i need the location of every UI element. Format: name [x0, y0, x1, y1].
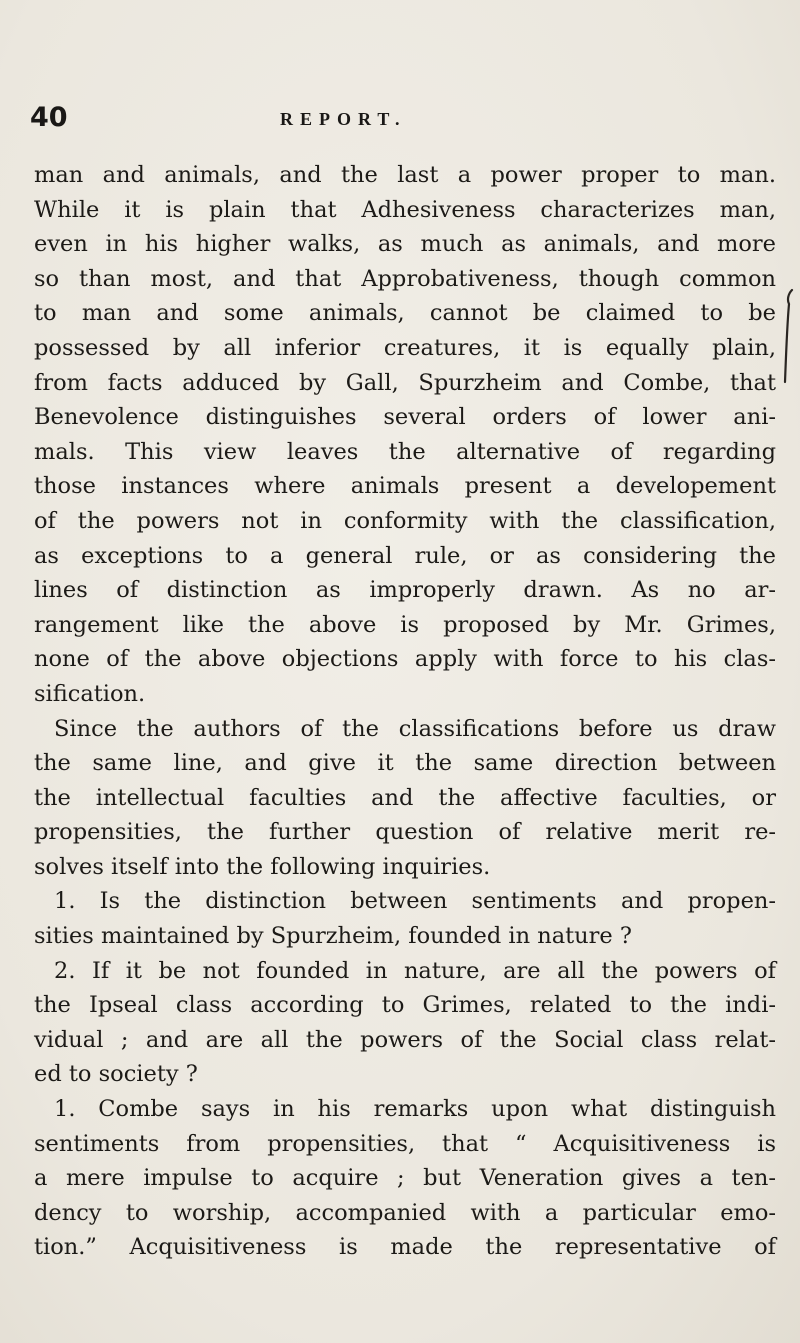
text-line: those instances where animals present a developement: [34, 473, 776, 500]
text-line: so than most, and that Approbativeness, though common: [34, 265, 776, 292]
text-line: While it is plain that Adhesiveness characterizes man,: [34, 196, 776, 223]
text-line: as exceptions to a general rule, or as considering the: [34, 542, 776, 569]
paragraph-start-line: Since the authors of the classifications before us draw: [54, 715, 776, 742]
text-line: lines of distinction as improperly drawn. As no ar-: [34, 577, 776, 604]
text-line: to man and some animals, cannot be claimed to be: [34, 300, 776, 327]
margin-ink-mark: [782, 286, 794, 386]
text-line: sentiments from propensities, that “ Acquisitiveness is: [34, 1130, 776, 1157]
text-line: man and animals, and the last a power proper to man.: [34, 162, 776, 188]
answer-1-line: 1. Combe says in his remarks upon what distinguish: [54, 1096, 776, 1123]
text-line: propensities, the further question of relative merit re-: [34, 819, 776, 846]
text-line: none of the above objections apply with force to his clas-: [34, 646, 776, 673]
text-line: even in his higher walks, as much as animals, and more: [34, 231, 776, 258]
running-head: REPORT.: [280, 109, 407, 129]
text-line: of the powers not in conformity with the classification,: [34, 507, 776, 534]
text-line: solves itself into the following inquiries.: [34, 853, 491, 880]
text-line: dency to worship, accompanied with a particular emo-: [34, 1199, 776, 1226]
body-text: [34, 158, 776, 1265]
text-line: rangement like the above is proposed by Mr. Grimes,: [34, 611, 776, 638]
inquiry-2-line: 2. If it be not founded in nature, are all the powers of: [54, 957, 776, 984]
text-line: the same line, and give it the same direction between: [34, 750, 776, 777]
text-line: from facts adduced by Gall, Spurzheim and Combe, that: [34, 369, 776, 396]
inquiry-1-line: 1. Is the distinction between sentiments and propen-: [54, 888, 776, 915]
text-line: a mere impulse to acquire ; but Veneration gives a ten-: [34, 1165, 776, 1192]
text-line: possessed by all inferior creatures, it is equally plain,: [34, 334, 776, 361]
text-line: vidual ; and are all the powers of the Social class relat-: [34, 1026, 776, 1053]
text-line: sification.: [34, 680, 146, 707]
text-line: mals. This view leaves the alternative of regarding: [34, 438, 776, 465]
page-number: 40: [30, 102, 68, 133]
text-line: Benevolence distinguishes several orders of lower ani-: [34, 404, 776, 431]
text-line: the Ipseal class according to Grimes, related to the indi-: [34, 992, 776, 1019]
text-line: tion.” Acquisitiveness is made the representative of: [34, 1234, 776, 1261]
text-line: the intellectual faculties and the affective faculties, or: [34, 784, 776, 811]
text-line: ed to society ?: [34, 1061, 198, 1088]
text-line: sities maintained by Spurzheim, founded in nature ?: [34, 923, 632, 950]
page-header: [0, 100, 800, 140]
